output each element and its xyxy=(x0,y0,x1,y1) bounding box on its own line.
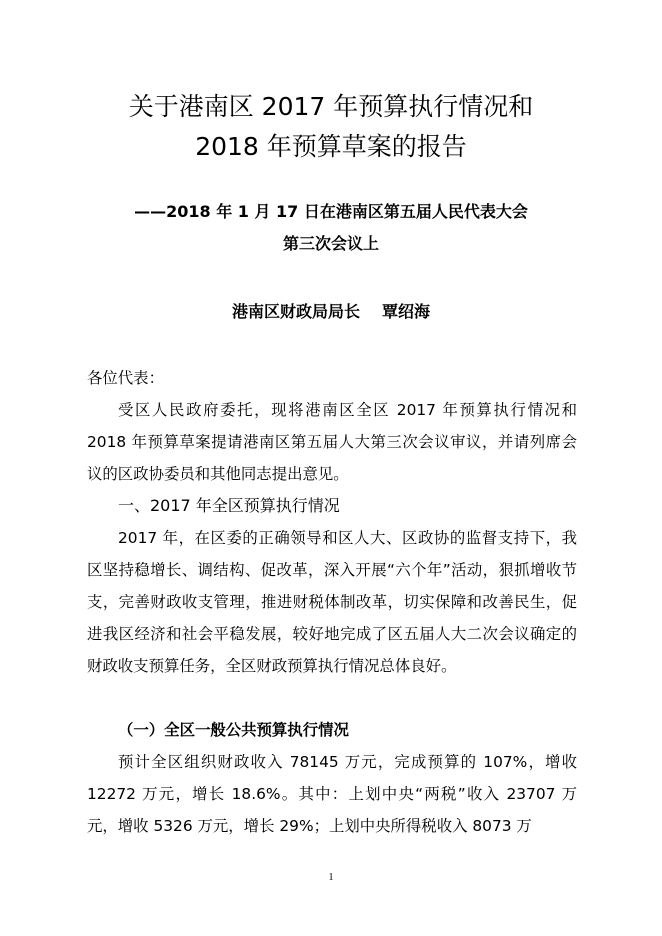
document-subtitle-line1: ——2018 年 1 月 17 日在港南区第五届人民代表大会 xyxy=(134,202,528,221)
document-title-line1: 关于港南区 2017 年预算执行情况和 xyxy=(128,92,534,121)
document-subtitle-line2: 第三次会议上 xyxy=(282,234,379,253)
author-line xyxy=(0,299,662,322)
paragraph-overview: 2017 年，在区委的正确领导和区人大、区政协的监督支持下，我区坚持稳增长、调结构、促改革，深入开展“六个年”活动，狠抓增收节支，完善财政收支管理，推进财税体制改革，切实保障和改善民生，促进我区经济和社会平稳发展，较好地完成了区五届人大二次会议确定的财政收支预算任务，全区财政预算执行情况总体良好。 xyxy=(87,529,577,675)
greeting: 各位代表： xyxy=(87,369,164,387)
author-org: 港南区财政局局长 xyxy=(231,302,360,321)
section-heading-1: 一、2017 年全区预算执行情况 xyxy=(118,496,340,515)
document-title-line2: 2018 年预算草案的报告 xyxy=(195,132,467,161)
page-number: 1 xyxy=(328,872,334,883)
paragraph-intro: 受区人民政府委托，现将港南区全区 2017 年预算执行情况和 2018 年预算草案提请港南区第五届人大第三次会议审议，并请列席会议的区政协委员和其他同志提出意见。 xyxy=(87,401,577,483)
subsection-heading-1: （一）全区一般公共预算执行情况 xyxy=(118,721,349,739)
paragraph-revenue: 预计全区组织财政收入 78145 万元，完成预算的 107%，增收 12272 万元，增长 18.6%。其中：上划中央“两税”收入 23707 万元，增收 5326 万元，增长 29%；上划中央所得税收入 8073 万 xyxy=(87,753,577,835)
author-name: 覃绍海 xyxy=(382,302,431,321)
